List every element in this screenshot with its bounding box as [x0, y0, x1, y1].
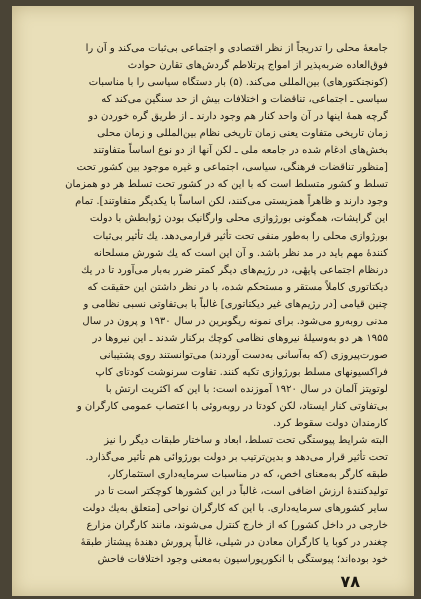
- text-line: کارمندان دولت سقوط کرد.: [273, 418, 388, 430]
- text-line: این گرایشات، همگونی بورژوازی محلی وارگانیک بودن رٔوابطش با دولت: [89, 213, 388, 225]
- text-line: زمان تاریخی متفاوت یعنی زمان تاریخی نظام بین‌المللی و زمان محلی: [97, 128, 388, 140]
- text-line: تولیدکنندهٔ ارزش اضافی است، غالباً در این کشورها کوچکتر است تا در: [95, 486, 388, 498]
- text-line: وجود دارند و ظاهراً همزیستی می‌کنند، لکن اساساً با یکدیگر متفاوتند]. تمام: [75, 196, 388, 208]
- text-line: چنین قیامی [در رژیم‌های غیر دیکتاتوری] غالباً با بی‌تفاوتی نسبی نظامی و: [83, 298, 388, 310]
- text-line: بخش‌های ادغام شده در جامعه ملی ـ لکن آنها از دو نوع اساساً متفاوتند: [93, 145, 388, 157]
- text-line: البته شرایط پیوستگی تحت تسلط، ابعاد و ساختار طبقات دیگر را نیز: [104, 435, 388, 447]
- text-line: چغندر در کوبا یا کارگران معادن در شیلی، غالباً پرورش دهندهٔ پیشتاز طبقهٔ: [80, 537, 388, 549]
- text-line: مدنی روبه‌رو می‌شود. برای نمونه ریگوبرین در سال ۱۹۳۰ و پرون در سال: [82, 315, 388, 327]
- text-line: جامعهٔ محلی را تدریجاً از نظر اقتصادی و اجتماعی بی‌ثبات می‌کند و آن را: [85, 43, 388, 54]
- text-line: کنندهٔ مهم باید در مد نظر باشد. و آن این است که یك شورش مسلحانه: [93, 247, 388, 259]
- text-line: ۱۹۵۵ هر دو به‌وسیلهٔ نیروهای نظامی کوچك برکنار شدند ـ این نیروها در: [92, 332, 388, 344]
- text-line: فوق‌العاده ضربه‌پذیر از امواج پرتلاطم گردش‌های تقارن حوادث: [127, 60, 388, 72]
- text-line: خود بوده‌اند؛ پیوستگی با انکورپوراسیون به‌معنی وجود اختلافات فاحش: [97, 554, 388, 566]
- text-line: بورژوازی محلی را به‌طور منفی تحت تأثیر قرارمی‌دهد. یك تأثیر بی‌ثبات: [92, 230, 388, 242]
- book-page: [12, 6, 414, 596]
- text-line: سیاسی ـ اجتماعی، تناقضات و اختلافات بیش از حد سنگین می‌کند که: [101, 94, 388, 106]
- text-line: [منظور تناقضات فرهنگی، سیاسی، اجتماعی و غیره موجود بین کشور تحت: [76, 162, 388, 174]
- text-line: (کونجنکتورهای) بین‌المللی می‌کند. (۵) بار دستگاه سیاسی را با مناسبات: [88, 77, 388, 89]
- text-line: لوتویتز آلمان در سال ۱۹۲۰ آموزنده است: با این که اکثریت ارتش با: [105, 383, 388, 395]
- text-line: تسلط و کشور متسلط است که با این که در کشور تحت تسلط هر دو همزمان: [65, 179, 388, 191]
- text-line: طبقه کارگر به‌معنای اخص، که در مناسبات سرمایه‌داری استثمارکار،: [107, 469, 388, 481]
- text-line: سایر کشورهای سرمایه‌داری. با این که کارگران نواحی [متعلق به‌یك دولت: [82, 503, 388, 515]
- text-line: تحت تأثیر قرار می‌دهد و بدین‌ترتیب بر دولت بورژوائی هم تأثیر می‌گذارد.: [85, 452, 388, 464]
- text-line: گرچه همهٔ اینها در آن واحد کنار هم وجود دارند ـ از طریق گره خوردن دو: [88, 111, 388, 123]
- text-line: خارجی در داخل کشور] که از خارج کنترل می‌شوند، مانند کارگران مزارع: [86, 520, 388, 532]
- text-line: دیکتاتوری کاملاً مستقر و مستحکم شده، با در نظر داشتن این حقیقت که: [87, 281, 388, 293]
- text-line: بی‌تفاوتی کنار ایستاد، لکن کودتا در روبه‌روئی با اعتصاب عمومی کارگران و: [76, 400, 388, 412]
- page-number: ۷۸: [340, 572, 360, 591]
- text-line: درنظام اجتماعی پایهٔی، در رژیم‌های دیگر کمتر ضرر به‌بار می‌آورد تا در یك: [81, 264, 388, 276]
- text-line: فراکسیونهای مسلط بورژوازی تکیه کنند. تفاوت سرنوشت کودتای کاپ: [95, 366, 388, 378]
- text-line: صورت‌پیروزی (که به‌آسانی به‌دست آوردند) می‌توانستند روی پشتیبانی: [99, 349, 388, 361]
- body-text: [52, 40, 388, 568]
